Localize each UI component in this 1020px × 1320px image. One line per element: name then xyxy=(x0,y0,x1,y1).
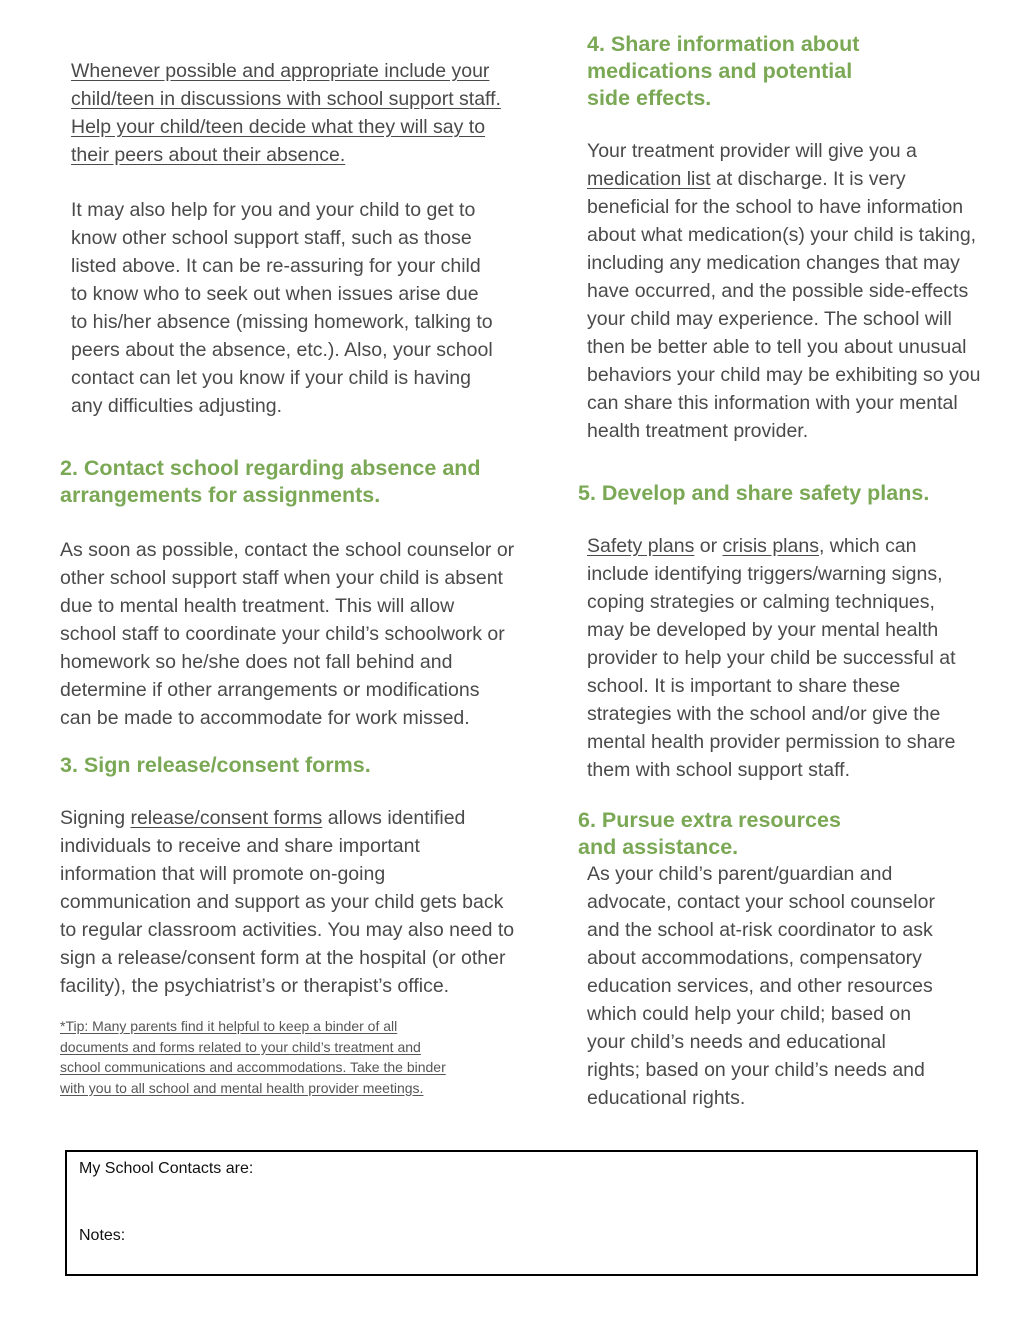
body-line: may be developed by your mental health xyxy=(587,619,939,641)
section-4-heading xyxy=(587,31,859,112)
body-line: educational rights. xyxy=(587,1087,746,1109)
body-line: sign a release/consent form at the hospital (or other xyxy=(60,947,506,969)
support-line: to his/her absence (missing homework, talking to xyxy=(71,311,493,333)
intro-paragraph xyxy=(71,57,501,169)
body-line: due to mental health treatment. This will allow xyxy=(60,595,455,617)
section-4-body xyxy=(587,137,980,445)
body-line xyxy=(587,165,980,193)
body-line: health treatment provider. xyxy=(587,420,809,442)
heading-line: medications and potential xyxy=(587,59,853,83)
tip-line: documents and forms related to your child’s treatment and xyxy=(60,1038,421,1055)
body-line: about what medication(s) your child is taking, xyxy=(587,224,977,246)
intro-line: their peers about their absence. xyxy=(71,144,346,166)
medication-list-link[interactable]: medication list xyxy=(587,168,711,190)
heading-line: side effects. xyxy=(587,86,712,110)
notes-label: Notes: xyxy=(79,1227,126,1244)
body-line: communication and support as your child gets back xyxy=(60,891,504,913)
body-line: which could help your child; based on xyxy=(587,1003,912,1025)
body-line: advocate, contact your school counselor xyxy=(587,891,935,913)
body-line: facility), the psychiatrist’s or therapist’s office. xyxy=(60,975,450,997)
intro-line: child/teen in discussions with school support staff. xyxy=(71,88,501,110)
body-line: other school support staff when your child is absent xyxy=(60,567,503,589)
body-line: Your treatment provider will give you a xyxy=(587,140,917,162)
tip-line: school communications and accommodations. Take the binder xyxy=(60,1059,446,1075)
heading-line: 4. Share information about xyxy=(587,32,860,56)
support-staff-paragraph xyxy=(71,196,493,420)
body-text-fragment: , which can xyxy=(818,535,917,557)
body-line: then be better able to tell you about unusual xyxy=(587,336,967,358)
body-line xyxy=(587,532,956,560)
body-line: As soon as possible, contact the school counselor or xyxy=(60,539,515,561)
body-line: determine if other arrangements or modifications xyxy=(60,679,480,701)
body-line: strategies with the school and/or give the xyxy=(587,703,941,725)
support-line: any difficulties adjusting. xyxy=(71,395,283,417)
body-line: As your child’s parent/guardian and xyxy=(587,863,893,885)
body-line: provider to help your child be successful at xyxy=(587,647,956,669)
body-line: education services, and other resources xyxy=(587,975,933,997)
body-line: coping strategies or calming techniques, xyxy=(587,591,935,613)
body-line: information that will promote on-going xyxy=(60,863,386,885)
body-line: have occurred, and the possible side-effects xyxy=(587,280,969,302)
section-5-body xyxy=(587,532,956,784)
section-5-heading xyxy=(578,480,929,507)
intro-line: Help your child/teen decide what they will say to xyxy=(71,116,486,138)
body-line: homework so he/she does not fall behind and xyxy=(60,651,453,673)
section-3-body xyxy=(60,804,514,1000)
body-line: including any medication changes that may xyxy=(587,252,960,274)
body-line: about accommodations, compensatory xyxy=(587,947,922,969)
body-line: school staff to coordinate your child’s schoolwork or xyxy=(60,623,505,645)
body-line: mental health provider permission to share xyxy=(587,731,956,753)
body-line: them with school support staff. xyxy=(587,759,851,781)
body-line: school. It is important to share these xyxy=(587,675,901,697)
body-text-fragment: or xyxy=(694,535,723,557)
heading-line: arrangements for assignments. xyxy=(60,483,381,507)
heading-line: 3. Sign release/consent forms. xyxy=(60,753,371,777)
section-6-body xyxy=(587,860,935,1112)
school-contacts-label: My School Contacts are: xyxy=(79,1160,254,1177)
binder-tip xyxy=(60,1016,446,1098)
body-line: your child’s needs and educational xyxy=(587,1031,886,1053)
heading-line: 5. Develop and share safety plans. xyxy=(578,481,930,505)
support-line: listed above. It can be re-assuring for your child xyxy=(71,255,481,277)
school-contacts-box[interactable] xyxy=(65,1150,978,1276)
body-line: can be made to accommodate for work missed. xyxy=(60,707,470,729)
support-line: It may also help for you and your child to get to xyxy=(71,199,476,221)
body-line: individuals to receive and share important xyxy=(60,835,420,857)
body-line: your child may experience. The school will xyxy=(587,308,952,330)
body-line: behaviors your child may be exhibiting so you xyxy=(587,364,981,386)
support-line: contact can let you know if your child is having xyxy=(71,367,471,389)
section-2-heading xyxy=(60,455,481,509)
body-text-fragment: at discharge. It is very xyxy=(710,168,906,190)
heading-line: and assistance. xyxy=(578,835,739,859)
body-line xyxy=(60,804,514,832)
tip-line: *Tip: Many parents find it helpful to keep a binder of all xyxy=(60,1018,398,1034)
body-line: beneficial for the school to have information xyxy=(587,196,964,218)
section-6-heading xyxy=(578,807,841,861)
body-line: to regular classroom activities. You may also need to xyxy=(60,919,515,941)
support-line: to know who to seek out when issues arise due xyxy=(71,283,479,305)
body-text-fragment: allows identified xyxy=(322,807,466,829)
heading-line: 6. Pursue extra resources xyxy=(578,808,841,832)
release-consent-forms-link[interactable]: release/consent forms xyxy=(130,807,323,829)
support-line: know other school support staff, such as those xyxy=(71,227,472,249)
intro-line: Whenever possible and appropriate include your xyxy=(71,60,490,82)
body-text-fragment: Signing xyxy=(60,807,131,829)
body-line: and the school at-risk coordinator to ask xyxy=(587,919,933,941)
tip-line: with you to all school and mental health provider meetings. xyxy=(60,1079,424,1096)
section-2-body xyxy=(60,536,514,732)
safety-plans-link[interactable]: Safety plans xyxy=(587,535,695,557)
support-line: peers about the absence, etc.). Also, your school xyxy=(71,339,493,361)
heading-line: 2. Contact school regarding absence and xyxy=(60,456,481,480)
body-line: can share this information with your mental xyxy=(587,392,958,414)
body-line: rights; based on your child’s needs and xyxy=(587,1059,925,1081)
crisis-plans-link[interactable]: crisis plans xyxy=(722,535,819,557)
body-line: include identifying triggers/warning signs, xyxy=(587,563,943,585)
section-3-heading xyxy=(60,752,371,779)
